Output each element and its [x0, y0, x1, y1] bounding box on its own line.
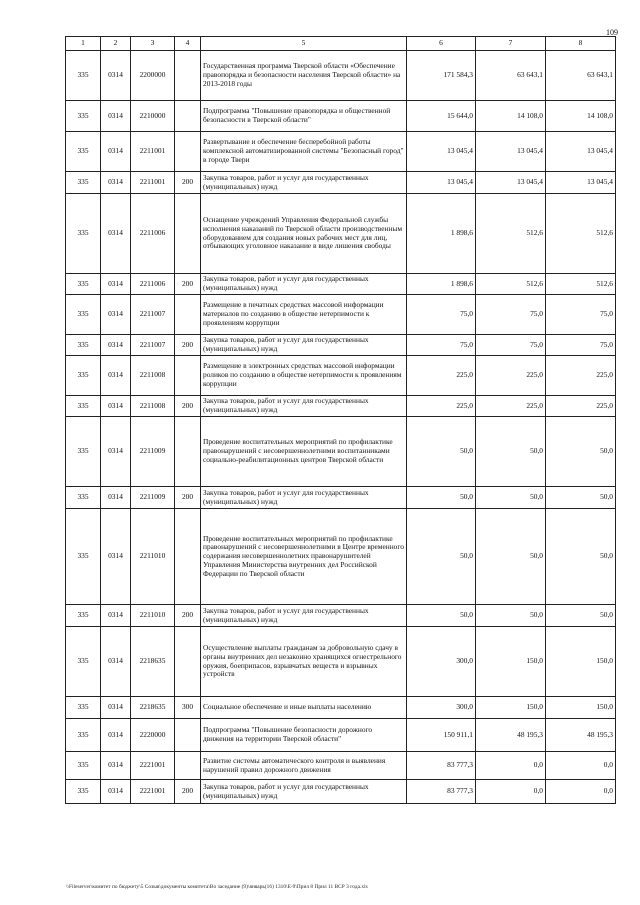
table-row [66, 719, 616, 752]
amount-col7-cell: 150,0 [476, 627, 546, 697]
amount-col8-cell: 13 045,4 [546, 172, 616, 194]
column-header: 6 [407, 37, 476, 51]
amount-col7-cell: 225,0 [476, 396, 546, 417]
section-code-cell: 0314 [101, 51, 131, 101]
description-cell: Размещение в электронных средствах массовой информации роликов по созданию в обществе нетерпимости к проявлениям коррупции [201, 356, 407, 396]
amount-col6-cell: 50,0 [407, 417, 476, 487]
section-code-cell: 0314 [101, 172, 131, 194]
amount-col8-cell: 48 195,3 [546, 719, 616, 752]
row-code-cell: 335 [66, 417, 101, 487]
expense-type-cell: 300 [175, 697, 201, 719]
section-code-cell: 0314 [101, 132, 131, 172]
section-code-cell: 0314 [101, 509, 131, 605]
table-row [66, 295, 616, 335]
amount-col6-cell: 1 898,6 [407, 194, 476, 274]
expense-type-cell [175, 132, 201, 172]
row-code-cell: 335 [66, 335, 101, 356]
description-cell: Подпрограмма "Повышение безопасности дорожного движения на территории Тверской области" [201, 719, 407, 752]
column-header: 4 [175, 37, 201, 51]
target-code-cell: 2211007 [131, 295, 175, 335]
amount-col8-cell: 225,0 [546, 356, 616, 396]
description-cell: Закупка товаров, работ и услуг для государственных (муниципальных) нужд [201, 172, 407, 194]
amount-col6-cell: 300,0 [407, 627, 476, 697]
description-cell: Закупка товаров, работ и услуг для государственных (муниципальных) нужд [201, 335, 407, 356]
row-code-cell: 335 [66, 697, 101, 719]
target-code-cell: 2200000 [131, 51, 175, 101]
page-number: 109 [606, 28, 618, 37]
amount-col6-cell: 150 911,1 [407, 719, 476, 752]
amount-col6-cell: 225,0 [407, 396, 476, 417]
description-cell: Подпрограмма "Повышение правопорядка и общественной безопасности в Тверской области" [201, 101, 407, 132]
amount-col7-cell: 0,0 [476, 780, 546, 804]
table-row [66, 697, 616, 719]
header-row [66, 37, 616, 51]
row-code-cell: 335 [66, 51, 101, 101]
amount-col8-cell: 0,0 [546, 780, 616, 804]
target-code-cell: 2211009 [131, 417, 175, 487]
expense-type-cell: 200 [175, 172, 201, 194]
target-code-cell: 2211008 [131, 356, 175, 396]
amount-col6-cell: 50,0 [407, 487, 476, 509]
target-code-cell: 2221001 [131, 780, 175, 804]
section-code-cell: 0314 [101, 356, 131, 396]
table-row [66, 274, 616, 295]
amount-col7-cell: 150,0 [476, 697, 546, 719]
table-row [66, 487, 616, 509]
expense-type-cell [175, 101, 201, 132]
table-row [66, 627, 616, 697]
description-cell: Социальное обеспечение и иные выплаты населению [201, 697, 407, 719]
amount-col7-cell: 512,6 [476, 274, 546, 295]
row-code-cell: 335 [66, 194, 101, 274]
amount-col8-cell: 150,0 [546, 697, 616, 719]
target-code-cell: 2220000 [131, 719, 175, 752]
amount-col6-cell: 13 045,4 [407, 172, 476, 194]
column-header: 2 [101, 37, 131, 51]
amount-col7-cell: 225,0 [476, 356, 546, 396]
section-code-cell: 0314 [101, 274, 131, 295]
section-code-cell: 0314 [101, 101, 131, 132]
section-code-cell: 0314 [101, 780, 131, 804]
amount-col8-cell: 75,0 [546, 295, 616, 335]
target-code-cell: 2218635 [131, 627, 175, 697]
amount-col7-cell: 50,0 [476, 605, 546, 627]
description-cell: Закупка товаров, работ и услуг для государственных (муниципальных) нужд [201, 487, 407, 509]
section-code-cell: 0314 [101, 752, 131, 780]
description-cell: Закупка товаров, работ и услуг для государственных (муниципальных) нужд [201, 396, 407, 417]
section-code-cell: 0314 [101, 719, 131, 752]
row-code-cell: 335 [66, 487, 101, 509]
row-code-cell: 335 [66, 101, 101, 132]
amount-col7-cell: 14 108,0 [476, 101, 546, 132]
section-code-cell: 0314 [101, 396, 131, 417]
target-code-cell: 2218635 [131, 697, 175, 719]
amount-col8-cell: 150,0 [546, 627, 616, 697]
amount-col8-cell: 50,0 [546, 509, 616, 605]
amount-col6-cell: 13 045,4 [407, 132, 476, 172]
table-row [66, 335, 616, 356]
row-code-cell: 335 [66, 605, 101, 627]
column-header: 5 [201, 37, 407, 51]
amount-col6-cell: 15 644,0 [407, 101, 476, 132]
target-code-cell: 2211001 [131, 172, 175, 194]
expense-type-cell: 200 [175, 605, 201, 627]
amount-col7-cell: 75,0 [476, 295, 546, 335]
amount-col6-cell: 50,0 [407, 509, 476, 605]
amount-col8-cell: 50,0 [546, 417, 616, 487]
expense-type-cell [175, 509, 201, 605]
row-code-cell: 335 [66, 295, 101, 335]
table-row [66, 780, 616, 804]
target-code-cell: 2211009 [131, 487, 175, 509]
description-cell: Развитие системы автоматического контроля и выявления нарушений правил дорожного движения [201, 752, 407, 780]
section-code-cell: 0314 [101, 295, 131, 335]
table-row [66, 132, 616, 172]
row-code-cell: 335 [66, 172, 101, 194]
row-code-cell: 335 [66, 780, 101, 804]
row-code-cell: 335 [66, 627, 101, 697]
description-cell: Закупка товаров, работ и услуг для государственных (муниципальных) нужд [201, 605, 407, 627]
section-code-cell: 0314 [101, 335, 131, 356]
description-cell: Государственная программа Тверской области «Обеспечение правопорядка и безопасности населения Тверской области» на 2013-2018 годы [201, 51, 407, 101]
amount-col8-cell: 512,6 [546, 194, 616, 274]
amount-col7-cell: 512,6 [476, 194, 546, 274]
expense-type-cell [175, 752, 201, 780]
amount-col7-cell: 75,0 [476, 335, 546, 356]
column-header: 8 [546, 37, 616, 51]
expense-type-cell: 200 [175, 487, 201, 509]
row-code-cell: 335 [66, 509, 101, 605]
amount-col8-cell: 75,0 [546, 335, 616, 356]
amount-col7-cell: 13 045,4 [476, 132, 546, 172]
expense-type-cell [175, 356, 201, 396]
column-header: 3 [131, 37, 175, 51]
amount-col6-cell: 1 898,6 [407, 274, 476, 295]
amount-col6-cell: 83 777,3 [407, 780, 476, 804]
table-row [66, 417, 616, 487]
target-code-cell: 2210000 [131, 101, 175, 132]
section-code-cell: 0314 [101, 697, 131, 719]
section-code-cell: 0314 [101, 417, 131, 487]
amount-col7-cell: 50,0 [476, 487, 546, 509]
amount-col8-cell: 0,0 [546, 752, 616, 780]
row-code-cell: 335 [66, 132, 101, 172]
amount-col6-cell: 225,0 [407, 356, 476, 396]
amount-col8-cell: 63 643,1 [546, 51, 616, 101]
column-header: 1 [66, 37, 101, 51]
amount-col6-cell: 50,0 [407, 605, 476, 627]
expense-type-cell [175, 194, 201, 274]
target-code-cell: 2221001 [131, 752, 175, 780]
amount-col8-cell: 13 045,4 [546, 132, 616, 172]
table-row [66, 752, 616, 780]
expense-type-cell [175, 295, 201, 335]
description-cell: Осуществление выплаты гражданам за добровольную сдачу в органы внутренних дел незаконно хранящихся огнестрельного оружия, боеприпасов, взрывчатых веществ и взрывных устройств [201, 627, 407, 697]
table-row [66, 172, 616, 194]
target-code-cell: 2211010 [131, 509, 175, 605]
expense-type-cell [175, 51, 201, 101]
amount-col7-cell: 50,0 [476, 417, 546, 487]
footer-file-path: \\Fileserver\комитет по бюджету\5 Созыв\документы комитета\Во заседание (9)\январь(16) 1310\Е-9\Прил 8 Прил 11 ВСР 3 года.xls [66, 884, 368, 890]
section-code-cell: 0314 [101, 627, 131, 697]
description-cell: Развертывание и обеспечение бесперебойной работы комплексной автоматизированной системы "Безопасный город" в городе Твери [201, 132, 407, 172]
expense-type-cell: 200 [175, 780, 201, 804]
row-code-cell: 335 [66, 356, 101, 396]
description-cell: Закупка товаров, работ и услуг для государственных (муниципальных) нужд [201, 274, 407, 295]
amount-col6-cell: 75,0 [407, 335, 476, 356]
section-code-cell: 0314 [101, 605, 131, 627]
expense-type-cell [175, 719, 201, 752]
amount-col8-cell: 50,0 [546, 605, 616, 627]
amount-col7-cell: 13 045,4 [476, 172, 546, 194]
expense-type-cell [175, 627, 201, 697]
target-code-cell: 2211008 [131, 396, 175, 417]
target-code-cell: 2211007 [131, 335, 175, 356]
row-code-cell: 335 [66, 396, 101, 417]
section-code-cell: 0314 [101, 487, 131, 509]
table-row [66, 51, 616, 101]
expense-type-cell: 200 [175, 396, 201, 417]
description-cell: Проведение воспитательных мероприятий по профилактике правонарушений с несовершеннолетними в Центре временного содержания несовершеннолетних правонарушителей Управления Министерства внутренних дел Российской Федерации по Тверской области [201, 509, 407, 605]
amount-col7-cell: 0,0 [476, 752, 546, 780]
amount-col7-cell: 63 643,1 [476, 51, 546, 101]
description-cell: Оснащение учреждений Управления Федеральной службы исполнения наказаний по Тверской области производственным оборудованием для создания новых рабочих мест для лиц, отбывающих уголовное наказание в виде лишения свободы [201, 194, 407, 274]
description-cell: Закупка товаров, работ и услуг для государственных (муниципальных) нужд [201, 780, 407, 804]
amount-col6-cell: 83 777,3 [407, 752, 476, 780]
row-code-cell: 335 [66, 719, 101, 752]
target-code-cell: 2211010 [131, 605, 175, 627]
amount-col6-cell: 171 584,3 [407, 51, 476, 101]
table-row [66, 356, 616, 396]
table-row [66, 605, 616, 627]
row-code-cell: 335 [66, 274, 101, 295]
row-code-cell: 335 [66, 752, 101, 780]
target-code-cell: 2211006 [131, 274, 175, 295]
column-header: 7 [476, 37, 546, 51]
description-cell: Проведение воспитательных мероприятий по профилактике правонарушений с несовершеннолетними воспитанниками социально-реабилитационных центров Тверской области [201, 417, 407, 487]
description-cell: Размещение в печатных средствах массовой информации материалов по созданию в обществе нетерпимости к проявлениям коррупции [201, 295, 407, 335]
amount-col6-cell: 300,0 [407, 697, 476, 719]
section-code-cell: 0314 [101, 194, 131, 274]
amount-col8-cell: 225,0 [546, 396, 616, 417]
target-code-cell: 2211006 [131, 194, 175, 274]
expense-type-cell: 200 [175, 335, 201, 356]
amount-col8-cell: 512,6 [546, 274, 616, 295]
expense-type-cell [175, 417, 201, 487]
target-code-cell: 2211001 [131, 132, 175, 172]
amount-col6-cell: 75,0 [407, 295, 476, 335]
table-row [66, 396, 616, 417]
amount-col8-cell: 14 108,0 [546, 101, 616, 132]
table-row [66, 509, 616, 605]
budget-table [65, 36, 616, 804]
table-row [66, 194, 616, 274]
amount-col8-cell: 50,0 [546, 487, 616, 509]
table-row [66, 101, 616, 132]
amount-col7-cell: 50,0 [476, 509, 546, 605]
amount-col7-cell: 48 195,3 [476, 719, 546, 752]
expense-type-cell: 200 [175, 274, 201, 295]
